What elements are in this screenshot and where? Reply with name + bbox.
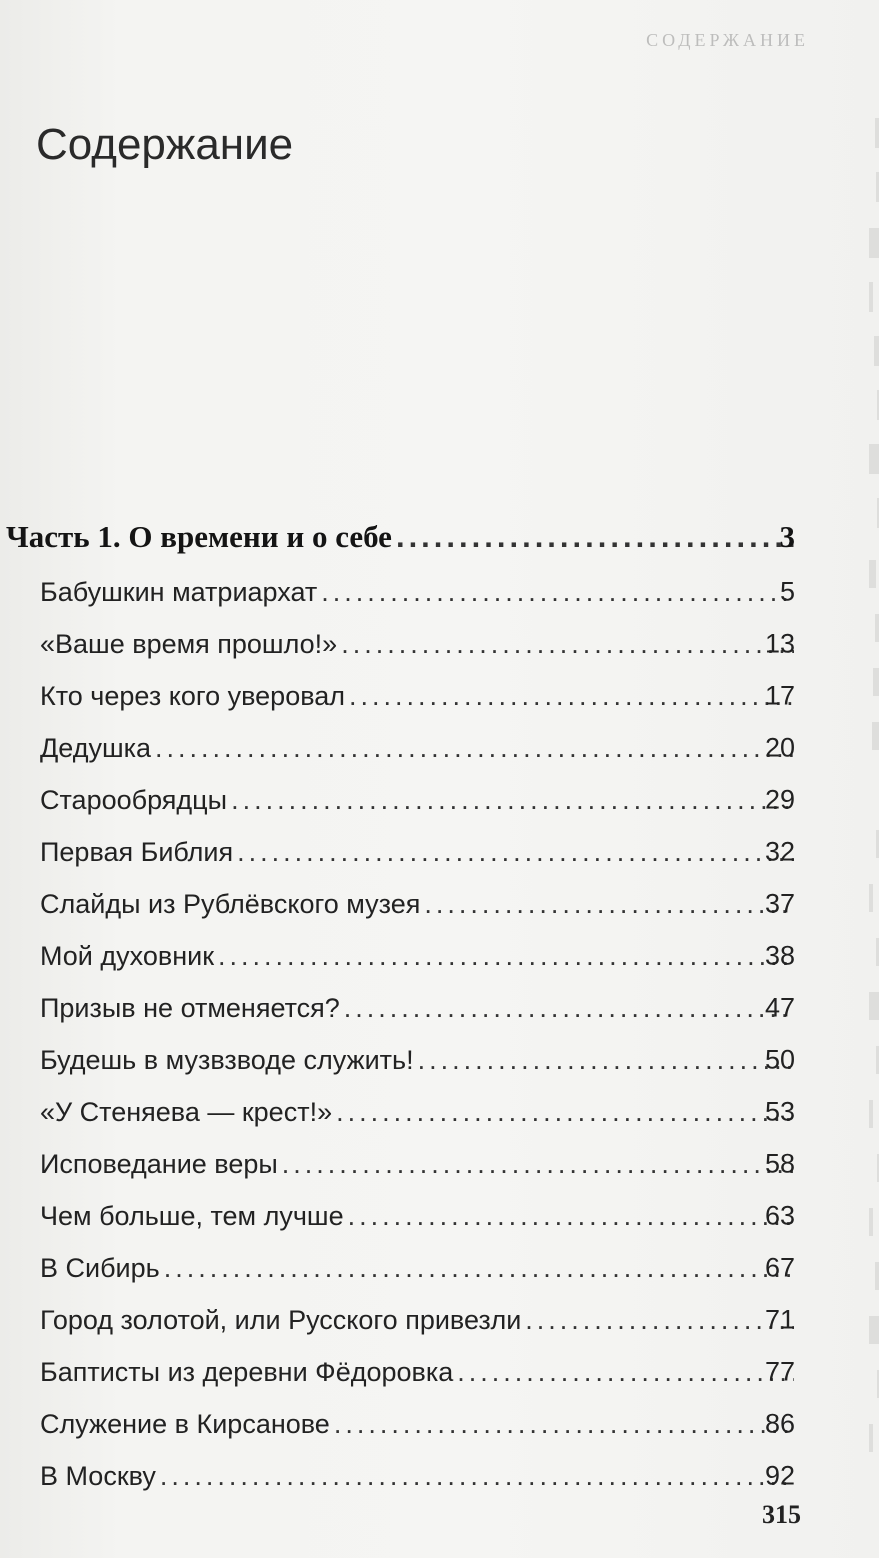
dot-leader	[344, 993, 794, 1024]
dot-leader	[155, 733, 794, 764]
entry-page-number: 29	[764, 784, 795, 815]
entry-page-number: 32	[764, 836, 795, 867]
dot-leader	[334, 1409, 794, 1440]
toc-entry[interactable]	[0, 670, 879, 722]
entry-title: Дедушка	[40, 732, 152, 763]
entry-title: Призыв не отменяется?	[40, 992, 340, 1023]
entry-page-number: 50	[764, 1044, 795, 1075]
entry-title: Исповедание веры	[40, 1148, 278, 1179]
toc-entry[interactable]	[0, 1450, 879, 1502]
toc-entry[interactable]	[0, 1346, 879, 1398]
entry-title: Старообрядцы	[40, 784, 228, 815]
dot-leader	[218, 941, 794, 972]
dot-leader	[424, 889, 794, 920]
entry-title: Будешь в музвзводе служить!	[40, 1044, 414, 1075]
entry-page-number: 20	[764, 732, 795, 763]
dot-leader	[396, 519, 794, 555]
dot-leader	[321, 577, 794, 608]
entry-title: В Сибирь	[40, 1252, 160, 1283]
entry-title: «Ваше время прошло!»	[40, 628, 338, 659]
toc-entry[interactable]	[0, 1398, 879, 1450]
dot-leader	[160, 1461, 794, 1492]
entry-page-number: 86	[764, 1408, 795, 1439]
entry-page-number: 17	[764, 680, 795, 711]
page-title: Содержание	[36, 120, 294, 169]
dot-leader	[349, 681, 794, 712]
toc-part-heading[interactable]	[0, 508, 879, 566]
running-head: СОДЕРЖАНИЕ	[646, 30, 809, 50]
entry-title: Город золотой, или Русского привезли	[40, 1304, 522, 1335]
toc-entry[interactable]	[0, 930, 879, 982]
entry-page-number: 71	[764, 1304, 795, 1335]
entry-page-number: 58	[764, 1148, 795, 1179]
toc-entry[interactable]	[0, 826, 879, 878]
entry-title: Слайды из Рублёвского музея	[40, 888, 421, 919]
dot-leader	[457, 1357, 794, 1388]
toc-entry[interactable]	[0, 618, 879, 670]
toc-entry[interactable]	[0, 722, 879, 774]
entry-title: Чем больше, тем лучше	[40, 1200, 344, 1231]
entry-title: Кто через кого уверовал	[40, 680, 346, 711]
part-title: Часть 1. О времени и о себе	[6, 519, 392, 554]
entry-title: Баптисты из деревни Фёдоровка	[40, 1356, 454, 1387]
dot-leader	[231, 785, 794, 816]
table-of-contents	[0, 508, 879, 1502]
entry-page-number: 5	[779, 576, 795, 607]
entry-page-number: 53	[764, 1096, 795, 1127]
toc-entry[interactable]	[0, 1190, 879, 1242]
entry-page-number: 13	[764, 628, 795, 659]
entry-title: «У Стеняева — крест!»	[40, 1096, 333, 1127]
entry-page-number: 63	[764, 1200, 795, 1231]
entry-page-number: 38	[764, 940, 795, 971]
toc-entry[interactable]	[0, 1086, 879, 1138]
dot-leader	[336, 1097, 794, 1128]
entry-page-number: 77	[764, 1356, 795, 1387]
entry-title: Бабушкин матриархат	[40, 576, 318, 607]
toc-entry[interactable]	[0, 1294, 879, 1346]
entry-title: В Москву	[40, 1460, 156, 1491]
entry-page-number: 92	[764, 1460, 795, 1491]
entry-page-number: 37	[764, 888, 795, 919]
dot-leader	[282, 1149, 794, 1180]
entry-title: Служение в Кирсанове	[40, 1408, 330, 1439]
toc-entry[interactable]	[0, 982, 879, 1034]
entry-page-number: 47	[764, 992, 795, 1023]
toc-entry[interactable]	[0, 1242, 879, 1294]
dot-leader	[348, 1201, 794, 1232]
part-page-number: 3	[779, 519, 795, 554]
toc-entry[interactable]	[0, 1034, 879, 1086]
toc-entry[interactable]	[0, 1138, 879, 1190]
toc-entry[interactable]	[0, 878, 879, 930]
dot-leader	[341, 629, 794, 660]
dot-leader	[237, 837, 794, 868]
dot-leader	[418, 1045, 794, 1076]
folio-page-number: 315	[762, 1500, 801, 1529]
toc-entry[interactable]	[0, 566, 879, 618]
dot-leader	[525, 1305, 794, 1336]
toc-entry[interactable]	[0, 774, 879, 826]
dot-leader	[164, 1253, 794, 1284]
entry-page-number: 67	[764, 1252, 795, 1283]
entry-title: Первая Библия	[40, 836, 234, 867]
entry-title: Мой духовник	[40, 940, 215, 971]
